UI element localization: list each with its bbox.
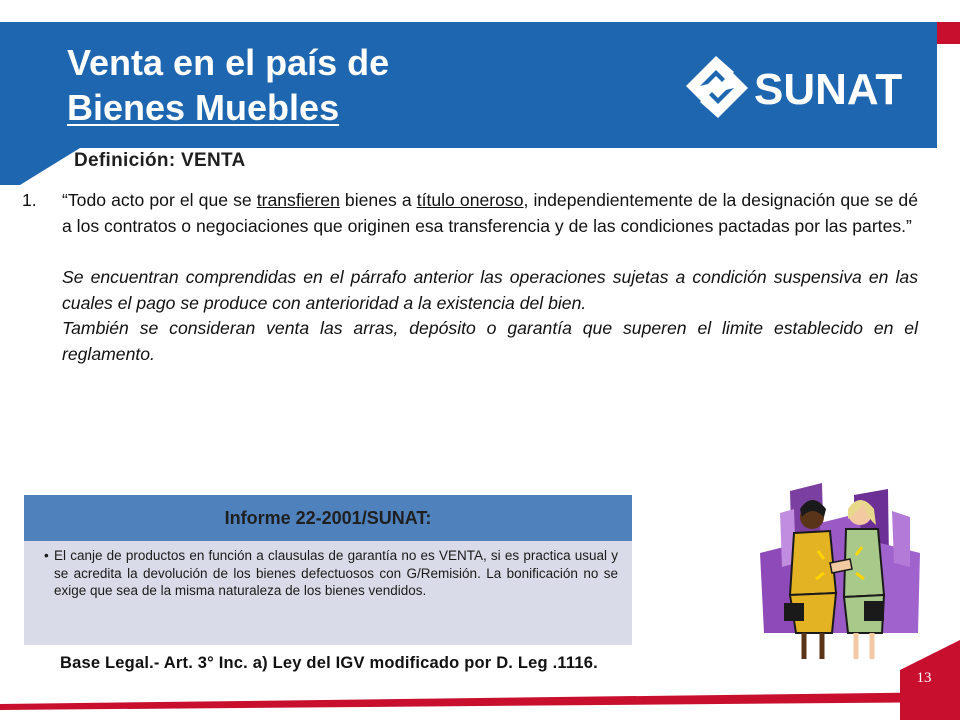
report-box — [24, 495, 632, 645]
definition-body — [22, 188, 918, 367]
bullet-dot: • — [44, 548, 49, 563]
report-title: Informe 22-2001/SUNAT: — [24, 495, 632, 541]
sunat-logo — [682, 54, 912, 120]
list-item — [22, 188, 918, 367]
paragraph-condicion-suspensiva: Se encuentran comprendidas en el párrafo anterior las operaciones sujetas a condición suspensiva en las cuales el pago se produce con anterioridad a la existencia del bien. — [62, 267, 918, 313]
footer-band — [0, 640, 960, 720]
business-handshake-clipart — [760, 483, 920, 666]
term-transfieren: transfieren — [256, 190, 340, 210]
definition-subtitle: Definición: VENTA — [74, 150, 246, 171]
sunat-logo-icon — [686, 56, 748, 118]
report-bullet — [24, 541, 632, 600]
sunat-logo-text: SUNAT — [754, 65, 903, 114]
slide-title — [67, 40, 389, 130]
page-number: 13 — [916, 670, 932, 686]
legal-basis: Base Legal.- Art. 3° Inc. a) Ley del IGV modificado por D. Leg .1116. — [60, 654, 598, 672]
definition-quote: “Todo acto por el que se transfieren bienes a título oneroso, independientemente de la designación que se dé a los contratos o negociaciones que originen esa transferencia y de las condiciones pactadas por las partes.” — [62, 190, 918, 236]
paragraph-arras: También se consideran venta las arras, depósito o garantía que superen el limite establecido en el reglamento. — [62, 318, 918, 364]
item-number: 1. — [22, 190, 37, 210]
footer-red-accent — [0, 692, 960, 710]
term-titulo-oneroso: título oneroso — [416, 190, 524, 210]
title-line-2: Bienes Muebles — [67, 87, 340, 128]
title-line-1: Venta en el país de — [67, 42, 390, 83]
report-text: El canje de productos en función a clausulas de garantía no es VENTA, si es practica usual y se acredita la devolución de los bienes defectuosos con G/Remisión. La bonificación no se exige que sea de la misma naturaleza de los bienes vendidos. — [54, 548, 618, 598]
item-text — [62, 188, 918, 367]
